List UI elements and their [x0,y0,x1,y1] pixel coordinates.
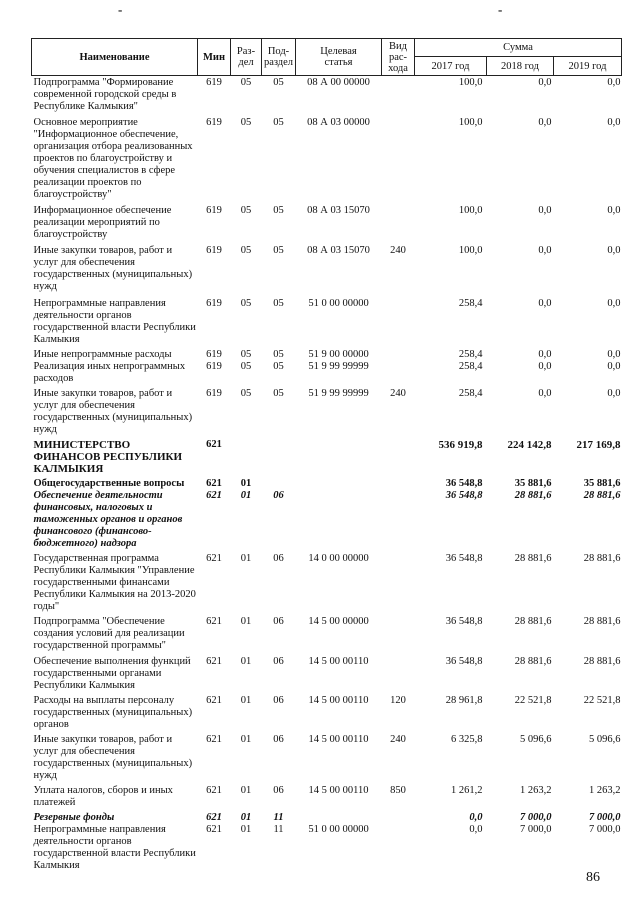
row-sum-2019: 0,0 [607,205,621,216]
row-min: 621 [206,490,222,501]
row-sum-2018: 5 096,6 [520,734,552,745]
row-sum-2017: 36 548,8 [445,656,483,667]
row-podrazdel: 05 [273,245,284,256]
row-min: 619 [206,117,222,128]
row-min: 619 [206,388,222,399]
table-row [32,616,622,656]
row-name: Информационное обеспечение реализации мероприятий по благоустройству [33,205,172,240]
row-vid [382,361,415,388]
row-min: 621 [206,695,222,706]
row-podrazdel: 05 [273,298,284,309]
table-row [32,388,622,439]
header-2019: 2019 год [554,57,622,76]
row-sum-2017: 536 919,8 [438,439,483,451]
row-vid [382,478,415,490]
row-name: Резервные фонды [33,812,115,823]
row-name: МИНИСТЕРСТВО ФИНАНСОВ РЕСПУБЛИКИ КАЛМЫКИЯ [33,439,183,475]
table-row [32,553,622,616]
row-sum-2019: 5 096,6 [589,734,621,745]
row-sum-2019: 0,0 [607,77,621,88]
row-sum-2017: 0,0 [469,824,483,835]
row-celevaya: 08 А 00 00000 [307,77,370,88]
table-row [32,656,622,695]
row-name: Иные закупки товаров, работ и услуг для обеспечения государственных (муниципальных) нужд [33,245,193,292]
row-sum-2018: 7 000,0 [520,824,552,835]
row-razdel: 01 [240,656,252,667]
row-sum-2017: 6 325,8 [451,734,483,745]
row-razdel: 05 [240,245,252,256]
row-min: 621 [206,656,222,667]
row-sum-2018: 0,0 [538,298,552,309]
row-celevaya: 51 9 00 00000 [308,349,369,360]
row-razdel: 01 [240,824,252,835]
table-row [32,478,622,490]
row-sum-2018: 28 881,6 [514,656,552,667]
row-razdel: 05 [240,349,252,360]
row-vid [382,76,415,118]
table-row [32,117,622,205]
row-celevaya [296,812,382,824]
header-min: Мин [198,39,231,76]
row-sum-2019: 28 881,6 [583,553,621,564]
row-min: 619 [206,77,222,88]
row-podrazdel: 06 [273,734,284,745]
row-sum-2018: 0,0 [538,349,552,360]
row-celevaya: 14 5 00 00110 [308,656,369,667]
row-sum-2019: 0,0 [607,388,621,399]
table-row [32,439,622,478]
row-podrazdel: 06 [273,785,284,796]
row-sum-2018: 0,0 [538,388,552,399]
row-sum-2018: 35 881,6 [514,478,552,489]
row-sum-2019: 0,0 [607,349,621,360]
row-sum-2017: 36 548,8 [445,478,483,489]
row-razdel: 05 [240,298,252,309]
row-vid [382,349,415,361]
header-2018: 2018 год [487,57,554,76]
row-sum-2017: 1 261,2 [451,785,483,796]
table-body [32,76,622,873]
row-min: 619 [206,361,222,372]
row-podrazdel: 11 [273,812,284,823]
row-sum-2018: 22 521,8 [514,695,552,706]
budget-table [31,38,622,872]
row-sum-2019: 1 263,2 [589,785,621,796]
row-podrazdel [262,439,296,478]
row-celevaya: 51 0 00 00000 [308,298,369,309]
row-celevaya: 08 А 03 15070 [307,205,370,216]
header-2017: 2017 год [415,57,487,76]
top-left-mark: - [118,2,123,17]
row-vid: 850 [390,785,406,796]
table-row [32,785,622,812]
row-razdel: 01 [240,734,252,745]
row-razdel: 05 [240,77,252,88]
row-name: Иные непрограммные расходы [33,349,172,360]
row-sum-2018: 0,0 [538,77,552,88]
row-vid: 240 [390,388,406,399]
row-sum-2017: 258,4 [458,361,483,372]
row-name: Иные закупки товаров, работ и услуг для обеспечения государственных (муниципальных) нужд [33,388,193,435]
row-razdel: 01 [240,785,252,796]
row-sum-2019: 28 881,6 [583,656,621,667]
header-razdel: Раз- дел [231,39,262,76]
row-celevaya: 14 0 00 00000 [308,553,369,564]
row-podrazdel: 06 [273,616,284,627]
row-celevaya [296,478,382,490]
row-podrazdel: 05 [273,117,284,128]
row-sum-2017: 36 548,8 [445,490,483,501]
row-name: Обеспечение выполнения функций государственными органами Республики Калмыкия [33,656,191,691]
row-vid: 240 [390,734,406,745]
row-min: 619 [206,349,222,360]
row-razdel: 05 [240,388,252,399]
row-podrazdel: 06 [273,553,284,564]
table-row [32,812,622,824]
row-min: 621 [206,439,222,450]
row-sum-2017: 258,4 [458,349,483,360]
row-vid [382,616,415,656]
row-podrazdel: 06 [273,490,284,501]
row-vid: 120 [390,695,406,706]
row-name: Подпрограмма "Формирование современной городской среды в Республике Калмыкия" [33,77,177,112]
row-name: Общегосударственные вопросы [33,478,185,489]
row-min: 621 [206,812,222,823]
top-right-mark: - [498,2,503,17]
row-razdel: 01 [240,478,252,489]
header-celevaya: Целевая статья [296,39,382,76]
row-razdel: 05 [240,117,252,128]
header-podrazdel: Под- раздел [262,39,296,76]
row-min: 621 [206,734,222,745]
row-sum-2018: 0,0 [538,361,552,372]
row-sum-2018: 28 881,6 [514,490,552,501]
row-razdel: 01 [240,695,252,706]
row-sum-2019: 7 000,0 [589,812,621,823]
row-podrazdel: 06 [273,695,284,706]
row-name: Обеспечение деятельности финансовых, налоговых и таможенных органов и органов финансового (финансово-бюджетного) надзора [33,490,183,549]
row-celevaya: 14 5 00 00110 [308,785,369,796]
row-sum-2019: 28 881,6 [583,616,621,627]
row-min: 619 [206,245,222,256]
row-vid [382,439,415,478]
row-sum-2017: 100,0 [458,245,483,256]
row-sum-2017: 100,0 [458,205,483,216]
row-min: 621 [206,824,222,835]
table-row [32,205,622,245]
row-sum-2017: 258,4 [458,388,483,399]
table-row [32,349,622,361]
header-summa: Сумма [415,39,622,57]
row-podrazdel: 05 [273,205,284,216]
header-vid: Вид рас- хода [382,39,415,76]
row-vid [382,117,415,205]
row-sum-2018: 0,0 [538,117,552,128]
row-razdel: 01 [240,616,252,627]
row-vid [382,490,415,553]
row-sum-2019: 22 521,8 [583,695,621,706]
table-row [32,76,622,118]
row-sum-2019: 28 881,6 [583,490,621,501]
row-sum-2017: 100,0 [458,77,483,88]
table-row [32,734,622,785]
row-razdel: 01 [240,490,252,501]
header-name: Наименование [32,39,198,76]
row-sum-2017: 36 548,8 [445,616,483,627]
table-row [32,298,622,349]
row-celevaya: 51 9 99 99999 [308,388,369,399]
row-podrazdel: 05 [273,77,284,88]
row-name: Подпрограмма "Обеспечение создания условий для реализации государственной программы" [33,616,185,651]
row-sum-2017: 258,4 [458,298,483,309]
row-razdel: 01 [240,812,252,823]
row-sum-2019: 7 000,0 [589,824,621,835]
row-sum-2017: 36 548,8 [445,553,483,564]
row-name: Иные закупки товаров, работ и услуг для обеспечения государственных (муниципальных) нужд [33,734,193,781]
row-sum-2018: 28 881,6 [514,553,552,564]
row-name: Государственная программа Республики Калмыкия "Управление государственными финансами Республики Калмыкия на 2013-2020 годы" [33,553,196,612]
row-razdel: 05 [240,361,252,372]
row-sum-2019: 0,0 [607,298,621,309]
row-sum-2017: 28 961,8 [445,695,483,706]
row-sum-2019: 35 881,6 [583,478,621,489]
row-celevaya: 14 5 00 00110 [308,734,369,745]
page-number: 86 [586,870,600,885]
row-podrazdel [262,478,296,490]
row-sum-2018: 0,0 [538,245,552,256]
row-name: Основное мероприятие "Информационное обеспечение, организация отбора реализованных проектов по благоустройству и обучения специалистов в сфере реализации проектов по благоустройству" [33,117,193,200]
table-row [32,824,622,872]
row-name: Уплата налогов, сборов и иных платежей [33,785,173,808]
row-sum-2019: 217 169,8 [576,439,621,451]
row-vid [382,812,415,824]
row-celevaya: 14 5 00 00000 [308,616,369,627]
row-min: 619 [206,205,222,216]
row-sum-2017: 100,0 [458,117,483,128]
row-min: 621 [206,553,222,564]
table-row [32,361,622,388]
row-sum-2019: 0,0 [607,361,621,372]
row-vid: 240 [390,245,406,256]
row-min: 621 [206,616,222,627]
row-sum-2018: 0,0 [538,205,552,216]
row-vid [382,824,415,872]
row-celevaya: 08 А 03 15070 [307,245,370,256]
row-name: Непрограммные направления деятельности органов государственной власти Республики Калмыкия [33,824,196,871]
row-vid [382,298,415,349]
row-min: 621 [206,785,222,796]
row-min: 621 [206,478,222,489]
row-podrazdel: 11 [273,824,284,835]
row-name: Реализация иных непрограммных расходов [33,361,186,384]
row-vid [382,656,415,695]
row-celevaya: 51 9 99 99999 [308,361,369,372]
row-name: Расходы на выплаты персоналу государственных (муниципальных) органов [33,695,193,730]
row-podrazdel: 05 [273,349,284,360]
row-podrazdel: 06 [273,656,284,667]
table-row [32,490,622,553]
row-celevaya: 08 А 03 00000 [307,117,370,128]
table-row [32,695,622,734]
row-sum-2018: 224 142,8 [507,439,552,451]
row-celevaya [296,439,382,478]
row-podrazdel: 05 [273,388,284,399]
row-celevaya: 51 0 00 00000 [308,824,369,835]
row-razdel: 05 [240,205,252,216]
row-celevaya [296,490,382,553]
row-sum-2018: 7 000,0 [520,812,552,823]
row-min: 619 [206,298,222,309]
row-razdel [231,439,262,478]
row-sum-2018: 1 263,2 [520,785,552,796]
row-sum-2017: 0,0 [469,812,483,823]
row-razdel: 01 [240,553,252,564]
row-podrazdel: 05 [273,361,284,372]
row-celevaya: 14 5 00 00110 [308,695,369,706]
row-sum-2019: 0,0 [607,245,621,256]
row-vid [382,553,415,616]
row-name: Непрограммные направления деятельности органов государственной власти Республики Калмыкия [33,298,196,345]
row-sum-2019: 0,0 [607,117,621,128]
table-row [32,245,622,298]
row-sum-2018: 28 881,6 [514,616,552,627]
row-vid [382,205,415,245]
